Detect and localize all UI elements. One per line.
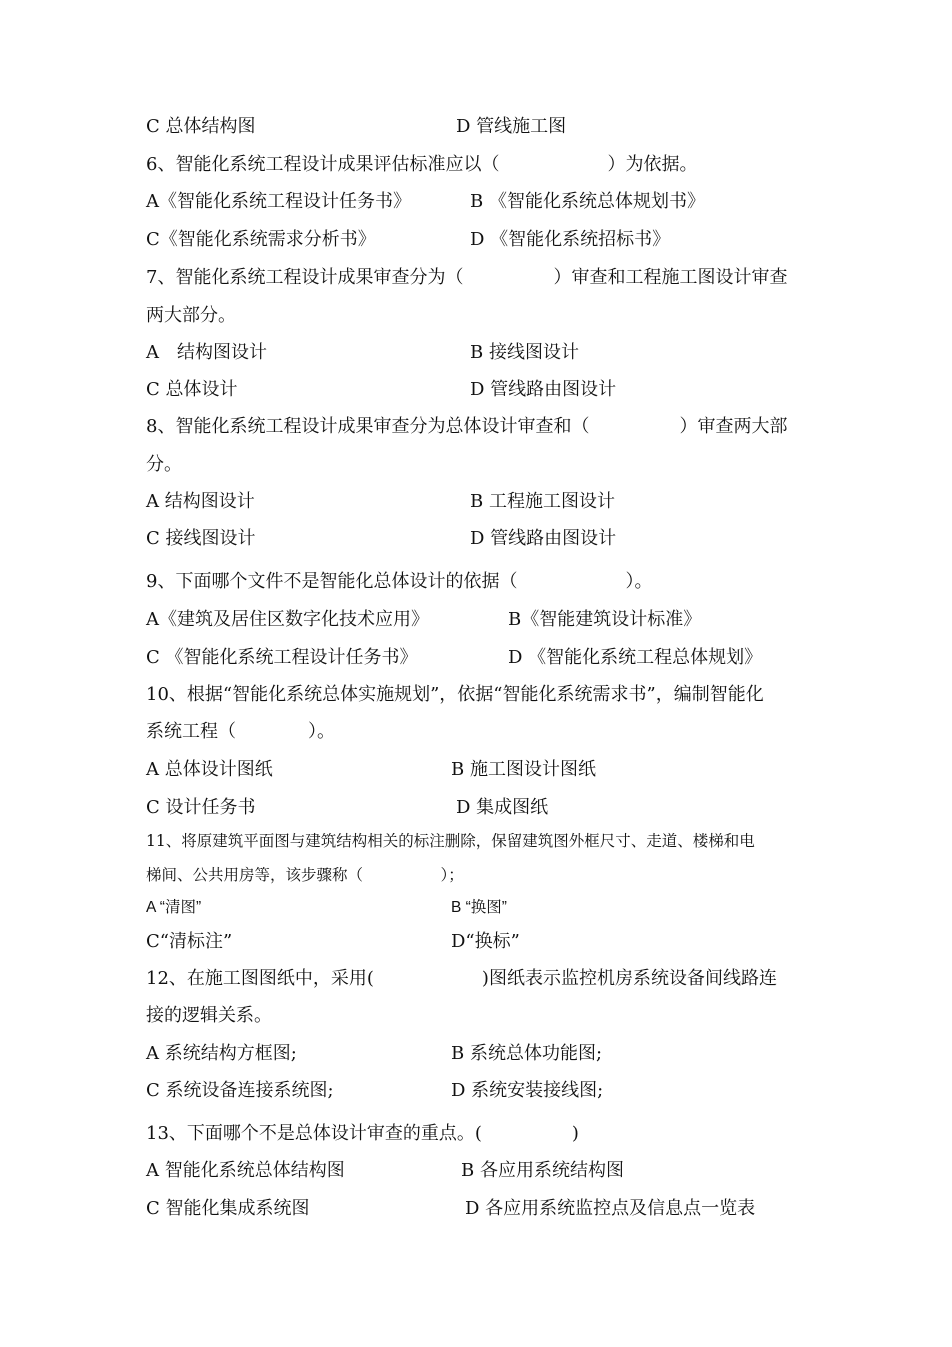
q10-option-a: A 总体设计图纸: [146, 759, 273, 780]
q6-option-d: D 《智能化系统招标书》: [470, 229, 671, 250]
q7-stem-line2: 两大部分。: [146, 305, 236, 326]
q8-option-a: A 结构图设计: [146, 491, 255, 512]
q12-option-c: C 系统设备连接系统图;: [146, 1080, 334, 1101]
q7-option-a: A 结构图设计: [146, 342, 267, 363]
q8-option-d: D 管线路由图设计: [470, 528, 617, 549]
q10-option-c: C 设计任务书: [146, 797, 256, 818]
q9-option-d: D 《智能化系统工程总体规划》: [508, 647, 763, 668]
q12-option-a: A 系统结构方框图;: [146, 1043, 297, 1064]
q7-option-d: D 管线路由图设计: [470, 379, 617, 400]
q6-option-b: B 《智能化系统总体规划书》: [470, 191, 705, 212]
q6-option-a: A《智能化系统工程设计任务书》: [146, 191, 411, 212]
q13-option-c: C 智能化集成系统图: [146, 1198, 310, 1219]
q11-stem-line1: 11、将原建筑平面图与建筑结构相关的标注删除，保留建筑图外框尺寸、走道、楼梯和电: [146, 832, 755, 850]
q10-stem-line1: 10、根据“智能化系统总体实施规划”，依据“智能化系统需求书”，编制智能化: [146, 684, 764, 705]
q8-stem-line2: 分。: [146, 454, 182, 475]
q7-stem-line1: 7、智能化系统工程设计成果审查分为（ ）审查和工程施工图设计审查: [146, 267, 788, 288]
q12-stem-line1: 12、在施工图图纸中，采用( )图纸表示监控机房系统设备间线路连: [146, 968, 777, 989]
q6-option-c: C《智能化系统需求分析书》: [146, 229, 376, 250]
q13-stem: 13、下面哪个不是总体设计审查的重点。( ): [146, 1123, 579, 1144]
q12-option-d: D 系统安装接线图;: [451, 1080, 604, 1101]
q10-option-b: B 施工图设计图纸: [451, 759, 596, 780]
q11-stem-line2: 梯间、公共用房等，该步骤称（ ）；: [146, 866, 464, 884]
q9-option-c: C 《智能化系统工程设计任务书》: [146, 647, 418, 668]
q9-stem: 9、下面哪个文件不是智能化总体设计的依据（ ）。: [146, 571, 653, 592]
q11-option-d: D“换标”: [451, 931, 520, 952]
q10-option-d: D 集成图纸: [456, 797, 549, 818]
q11-option-a: A “清图”: [146, 899, 202, 916]
q12-stem-line2: 接的逻辑关系。: [146, 1005, 272, 1026]
q9-option-b: B《智能建筑设计标准》: [508, 609, 702, 630]
q5-option-c: C 总体结构图: [146, 116, 256, 137]
q10-stem-line2: 系统工程（ ）。: [146, 721, 335, 742]
q8-option-b: B 工程施工图设计: [470, 491, 615, 512]
q11-option-b: B “换图”: [451, 899, 507, 916]
q13-option-a: A 智能化系统总体结构图: [146, 1160, 345, 1181]
q7-option-c: C 总体设计: [146, 379, 238, 400]
q13-option-d: D 各应用系统监控点及信息点一览表: [465, 1198, 756, 1219]
q9-option-a: A《建筑及居住区数字化技术应用》: [146, 609, 429, 630]
q8-stem-line1: 8、智能化系统工程设计成果审查分为总体设计审查和（ ）审查两大部: [146, 416, 788, 437]
q13-option-b: B 各应用系统结构图: [461, 1160, 624, 1181]
q8-option-c: C 接线图设计: [146, 528, 256, 549]
q11-option-c: C“清标注”: [146, 931, 233, 952]
q6-stem: 6、智能化系统工程设计成果评估标准应以（ ）为依据。: [146, 154, 698, 175]
q7-option-b: B 接线图设计: [470, 342, 579, 363]
q12-option-b: B 系统总体功能图;: [451, 1043, 603, 1064]
q5-option-d: D 管线施工图: [456, 116, 567, 137]
